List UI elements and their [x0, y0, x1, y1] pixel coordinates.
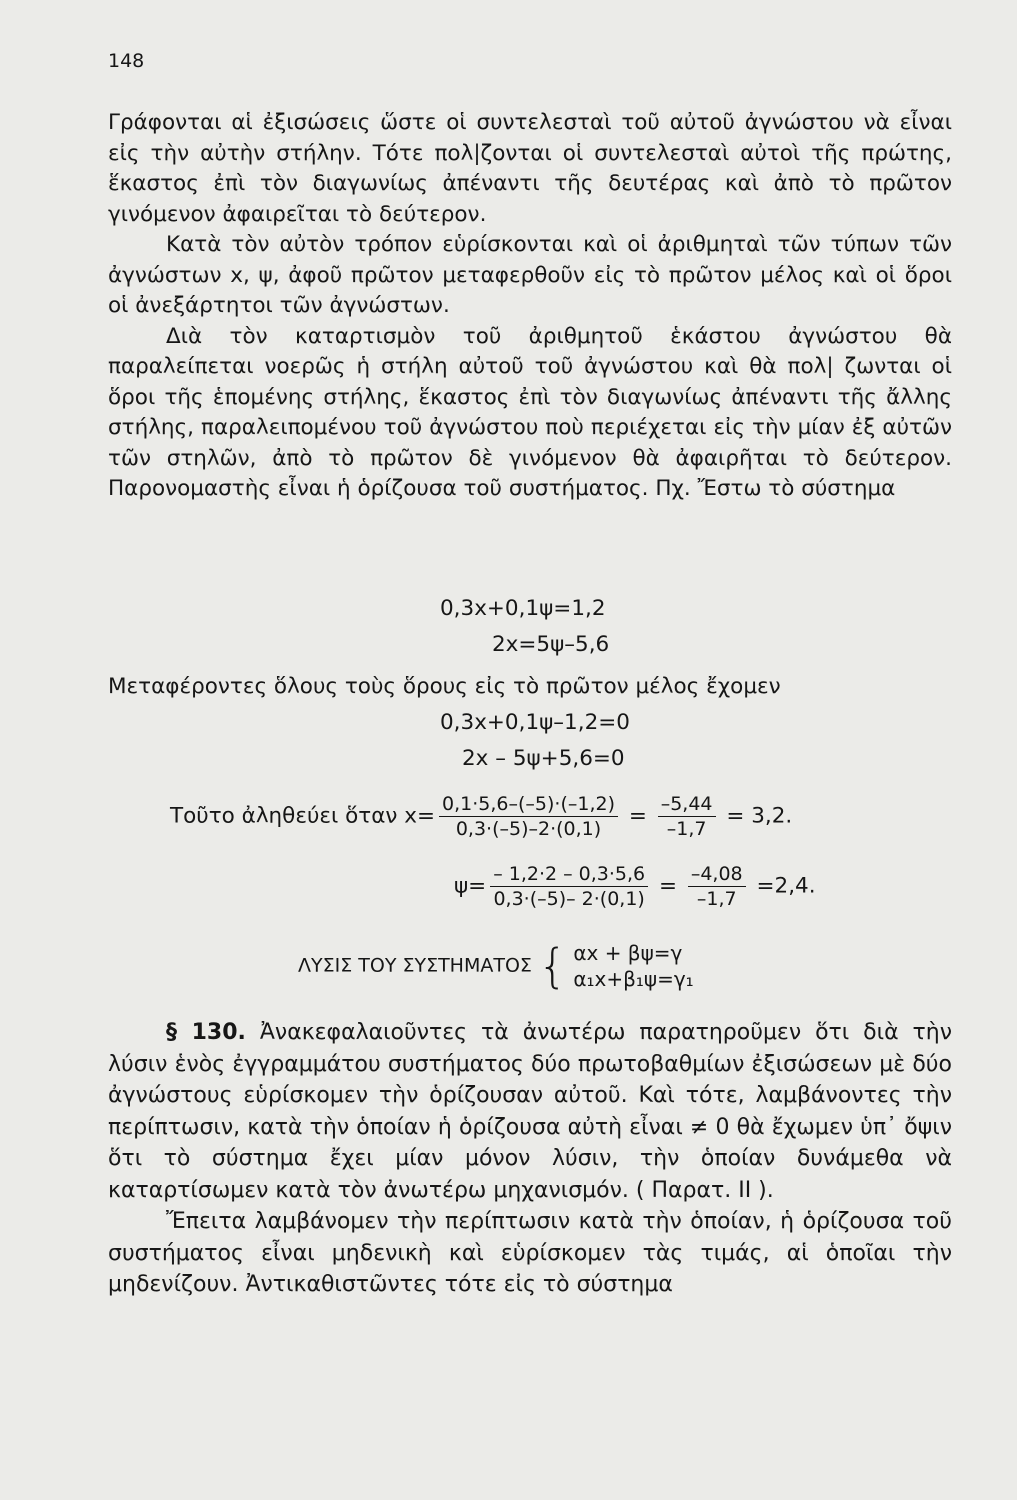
system-label: ΛΥΣΙΣ ΤΟΥ ΣΥΣΤΗΜΑΤΟΣ — [298, 954, 532, 977]
text-block-transfer — [108, 672, 952, 703]
system-lines — [573, 940, 693, 992]
solution-psi-result: =2,4. — [756, 873, 816, 899]
fraction-numerator: 0,1·5,6–(–5)·(–1,2) — [439, 792, 618, 817]
fraction-x-1 — [439, 792, 618, 841]
fraction-denominator: 0,3·(–5)– 2·(0,1) — [493, 888, 645, 910]
brace-symbol: { — [537, 939, 568, 993]
fraction-numerator: –4,08 — [688, 862, 746, 887]
paragraph-6: Ἔπειτα λαμβάνομεν τὴν περίπτωσιν κατὰ τὴν ὁποίαν, ἡ ὁρίζουσα τοῦ συστήματος εἶναι μηδενικὴ καὶ εὑρίσκομεν τὰς τιμάς, αἱ ὁποῖαι τὴν μηδενίζουν. Ἀντικαθιστῶντες τότε εἰς τὸ σύστημα — [108, 1209, 952, 1297]
solution-psi — [454, 862, 816, 911]
paragraph-1: Γράφονται αἱ ἐξισώσεις ὥστε οἱ συντελεσταὶ τοῦ αὐτοῦ ἀγνώστου νὰ εἶναι εἰς τὴν αὐτὴν στήλην. Τότε πολ|ζονται οἱ συντελεσταὶ αὐτοὶ τῆς πρώτης, ἕκαστος ἐπὶ τὸν διαγωνίως ἀπέναντι τῆς δευτέρας καὶ ἀπὸ τὸ πρῶτον γινόμενον ἀφαιρεῖται τὸ δεύτερον. — [108, 110, 952, 227]
section-number: § 130. — [166, 1020, 246, 1045]
solution-x — [170, 792, 792, 841]
solution-psi-var: ψ= — [454, 873, 487, 899]
paragraph-2: Κατὰ τὸν αὐτὸν τρόπον εὑρίσκονται καὶ οἱ ἀριθμηταὶ τῶν τύπων τῶν ἀγνώστων x, ψ, ἀφοῦ πρῶτον μεταφερθοῦν εἰς τὸ πρῶτον μέλος καὶ οἱ ὅροι οἱ ἀνεξάρτητοι τῶν ἀγνώστων. — [108, 232, 952, 318]
paragraph-5-text: Ἀνακεφαλαιοῦντες τὰ ἀνωτέρω παρατηροῦμεν ὅτι διὰ τὴν λύσιν ἑνὸς ἐγγραμμάτου συστήματος δύο πρωτοβαθμίων ἐξισώσεων μὲ δύο ἀγνώστους εὑρίσκομεν τὴν ὁρίζουσαν αὐτοῦ. Καὶ τότε, λαμβάνοντες τὴν περίπτωσιν, κατὰ τὴν ὁποίαν ἡ ὁρίζουσα αὐτὴ εἶναι ≠ 0 θὰ ἔχωμεν ὑπ᾽ ὄψιν ὅτι τὸ σύστημα ἔχει μίαν μόνον λύσιν, τὴν ὁποίαν δυνάμεθα νὰ καταρτίσωμεν κατὰ τὸν ἀνωτέρω μηχανισμόν. ( Παρατ. II ). — [108, 1020, 952, 1203]
fraction-psi-1 — [490, 862, 648, 911]
fraction-denominator: –1,7 — [696, 888, 737, 910]
paragraph-3: Διὰ τὸν καταρτισμὸν τοῦ ἀριθμητοῦ ἑκάστου ἀγνώστου θὰ παραλείπεται νοερῶς ἡ στήλη αὐτοῦ τοῦ ἀγνώστου καὶ θὰ πολ| ζωνται οἱ ὅροι τῆς ἑπομένης στήλης, ἕκαστος ἐπὶ τὸν διαγωνίως ἀπέναντι τῆς ἄλλης στήλης, παραλειπομένου τοῦ ἀγνώστου ποὺ περιέχεται εἰς τὴν μίαν ἐξ αὐτῶν τῶν στηλῶν, ἀπὸ τὸ πρῶτον δὲ γινόμενον θὰ ἀφαιρῆται τὸ δεύτερον. Παρονομαστὴς εἶναι ἡ ὁρίζουσα τοῦ συστήματος. Πχ. Ἔστω τὸ σύστημα — [108, 323, 952, 501]
solution-lead-text: Τοῦτο ἀληθεύει ὅταν — [170, 803, 398, 829]
fraction-numerator: –5,44 — [658, 792, 716, 817]
equation-3: 0,3x+0,1ψ–1,2=0 — [440, 710, 630, 735]
system-line-1: αx + βψ=γ — [573, 941, 683, 965]
paragraph-5 — [108, 1017, 952, 1206]
equation-4: 2x – 5ψ+5,6=0 — [462, 746, 625, 771]
equals-sign: = — [658, 873, 677, 899]
equation-2: 2x=5ψ–5,6 — [492, 632, 610, 657]
equation-1: 0,3x+0,1ψ=1,2 — [440, 596, 606, 621]
fraction-denominator: –1,7 — [666, 818, 707, 840]
system-solution — [298, 940, 694, 992]
fraction-numerator: – 1,2·2 – 0,3·5,6 — [490, 862, 648, 887]
system-line-2: α₁x+β₁ψ=γ₁ — [573, 967, 694, 991]
fraction-psi-2 — [688, 862, 746, 911]
fraction-denominator: 0,3·(–5)–2·(0,1) — [455, 818, 602, 840]
fraction-x-2 — [658, 792, 716, 841]
page-number: 148 — [108, 50, 145, 72]
paragraph-4: Μεταφέροντες ὅλους τοὺς ὅρους εἰς τὸ πρῶτον μέλος ἔχομεν — [108, 674, 781, 699]
text-block-section — [108, 1017, 952, 1301]
text-block-top — [108, 108, 952, 505]
solution-x-var: x= — [404, 803, 436, 829]
equals-sign: = — [628, 803, 647, 829]
solution-x-result: = 3,2. — [726, 803, 793, 829]
